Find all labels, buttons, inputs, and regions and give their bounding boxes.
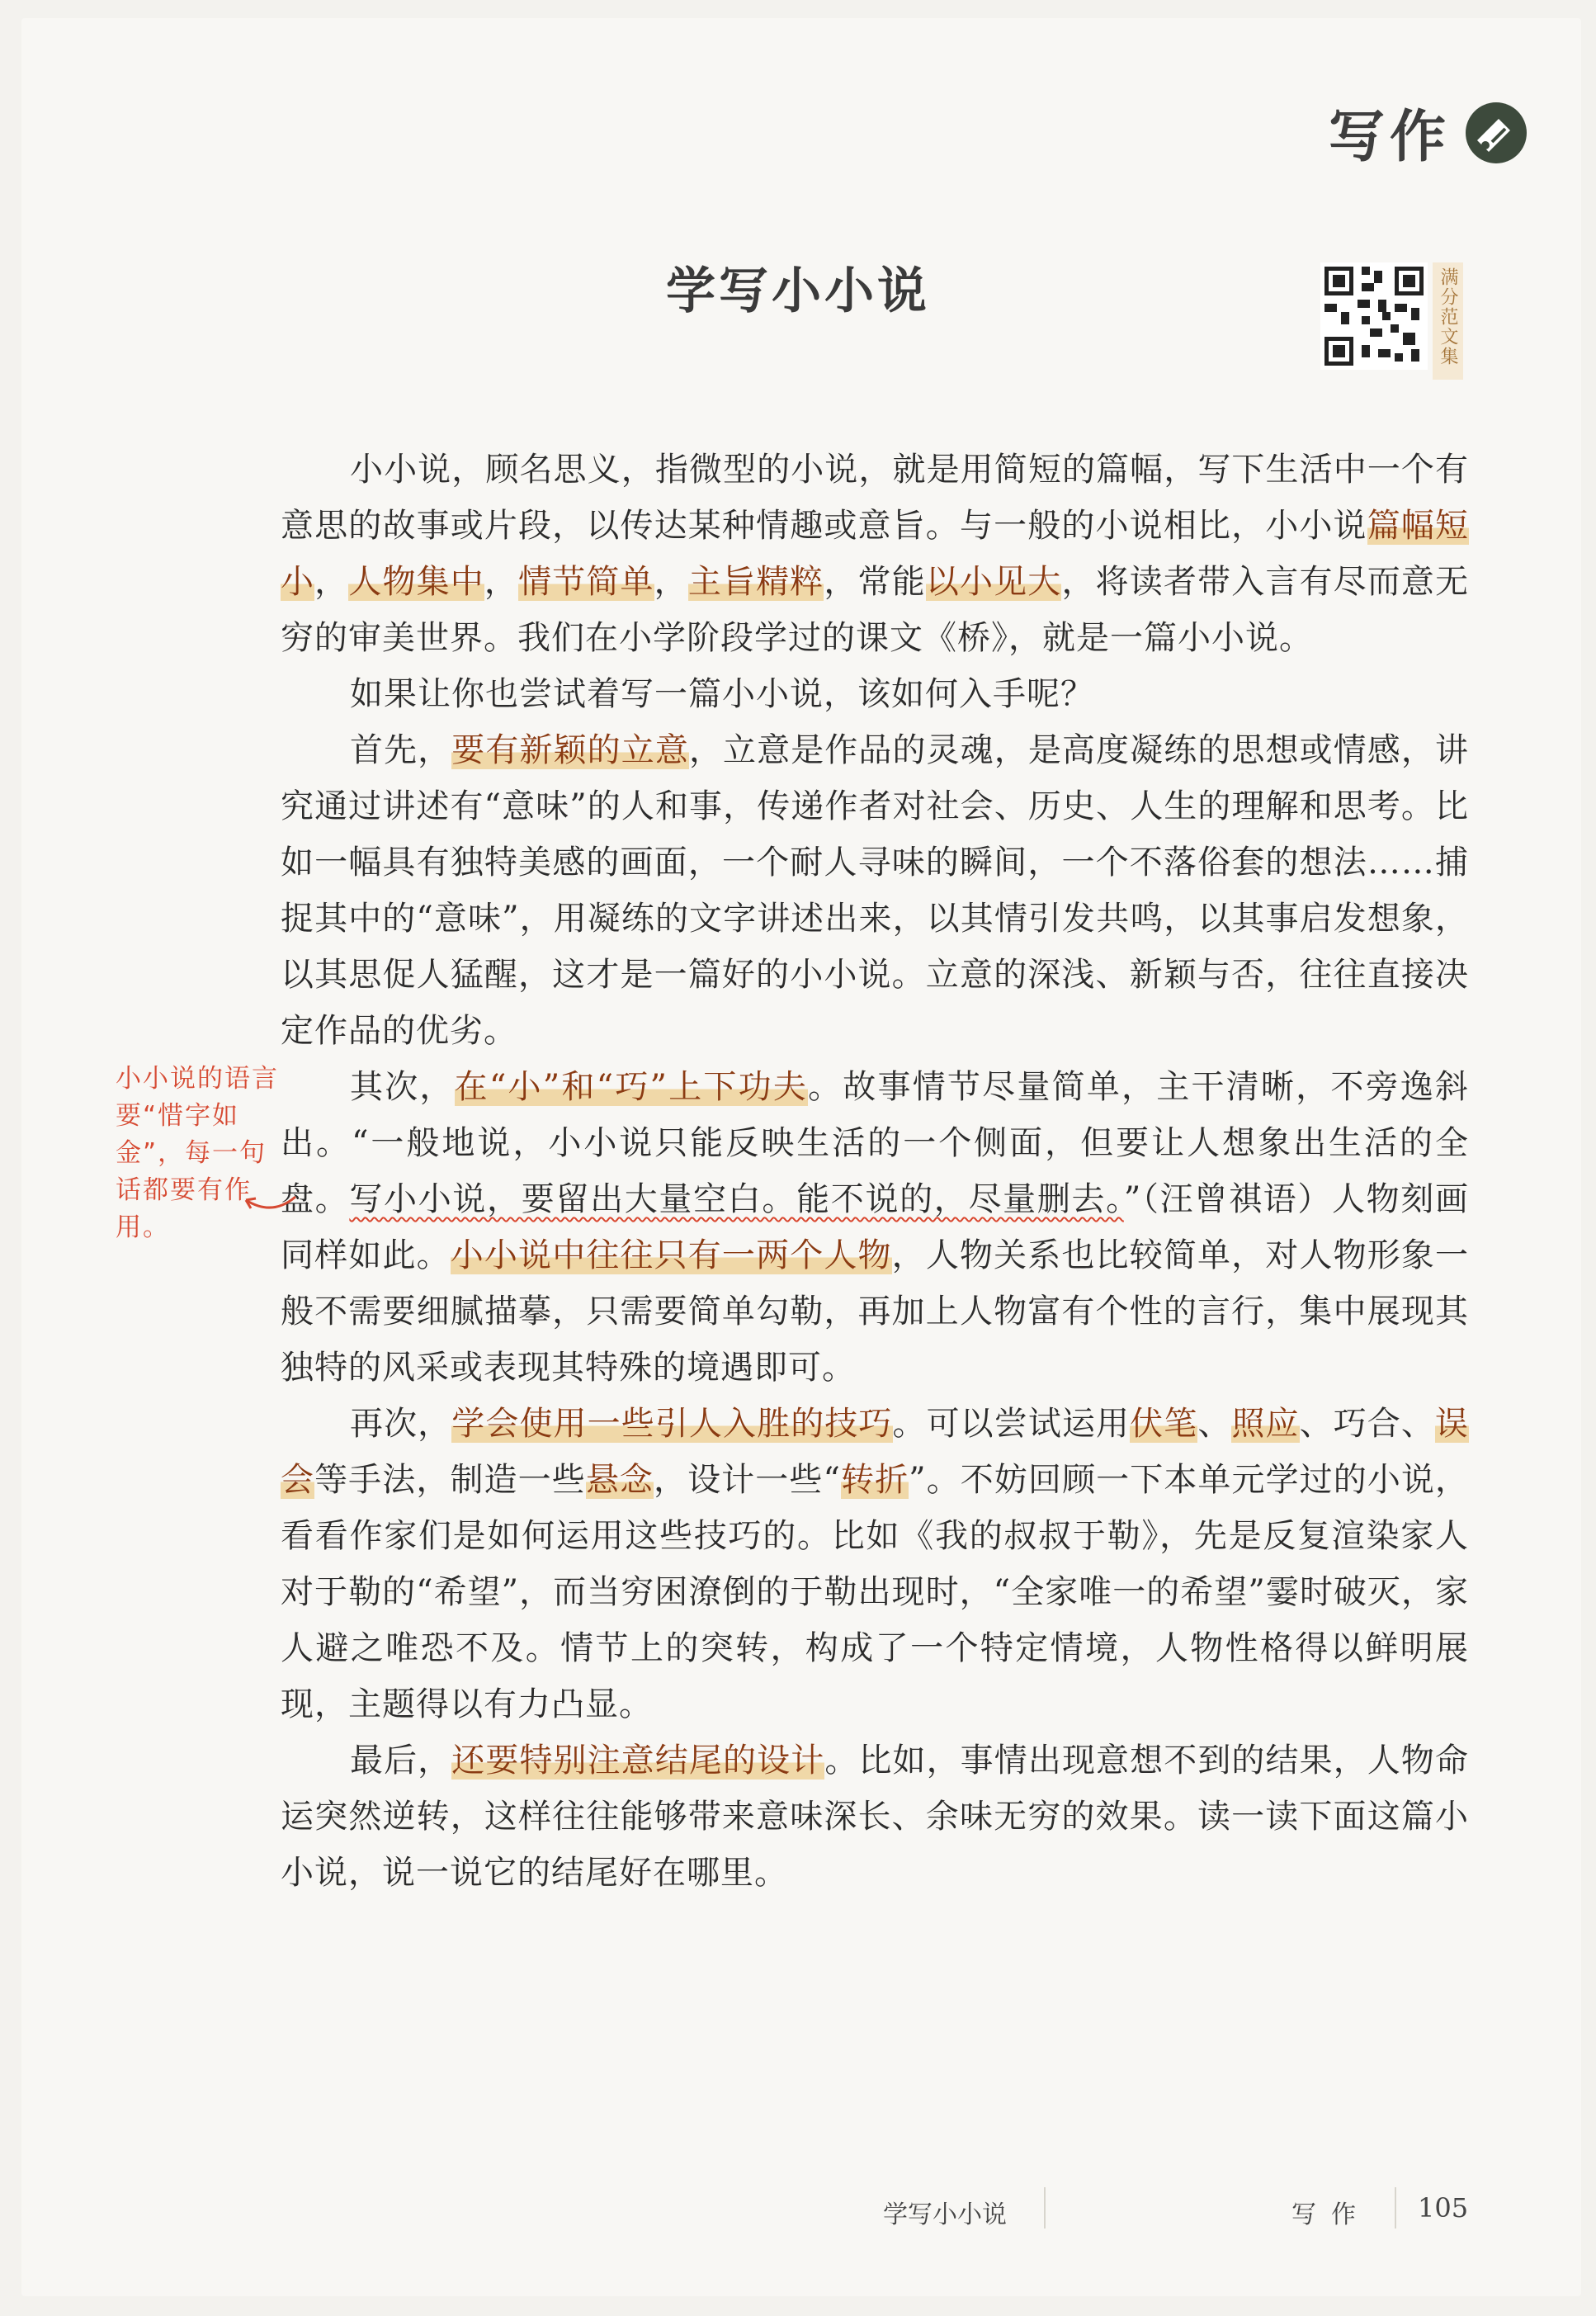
text-run: 、: [1197, 1405, 1232, 1443]
text-run: ”。不妨回顾一下本单元学过的小说，看看作家们是如何运用这些技巧的。比如《我的叔叔于勒》，先是反复渲染家人对于勒的“希望”，而当穷困潦倒的于勒出现时，“全家唯一的希望”霎时破灭，家人避之唯恐不及。情节上的突转，构成了一个特定情境，人物性格得以鲜明展现，主题得以有力凸显。: [281, 1461, 1470, 1723]
highlighted-phrase: 在“小”和“巧”上下功夫: [454, 1068, 809, 1106]
text-run: 首先，: [350, 731, 452, 769]
highlighted-phrase: 篇幅短小: [281, 507, 1470, 601]
text-run: ，人物关系也比较简单，对人物形象一般不需要细腻描摹，只需要简单勾勒，再加上人物富有个性的言行，集中展现其独特的风采或表现其特殊的境遇即可。: [281, 1236, 1470, 1387]
text-run: ，将读者带入言有尽而意无穷的审美世界。我们在小学阶段学过的课文《桥》，就是一篇小小说。: [281, 563, 1470, 657]
page-footer: [0, 2187, 1596, 2237]
text-run: ，立意是作品的灵魂，是高度凝练的思想或情感，讲究通过讲述有“意味”的人和事，传递作者对社会、历史、人生的理解和思考。比如一幅具有独特美感的画面，一个耐人寻味的瞬间，一个不落俗套的想法……捕捉其中的“意味”，用凝练的文字讲述出来，以其情引发共鸣，以其事启发想象，以其思促人猛醒，这才是一篇好的小小说。立意的深浅、新颖与否，往往直接决定作品的优劣。: [281, 731, 1469, 1050]
highlighted-phrase: 学会使用一些引人入胜的技巧: [451, 1405, 893, 1443]
page-number: 105: [1418, 2192, 1469, 2224]
underlined-quote: 写小小说，要留出大量空白。能不说的，尽量删去。: [349, 1180, 1124, 1218]
margin-annotation: 小小说的语言要“惜字如金”，每一句话都要有作用。: [116, 1064, 279, 1242]
highlighted-phrase: 照应: [1231, 1405, 1300, 1443]
footer-section: 写作: [1291, 2200, 1371, 2229]
text-run: 等手法，制造一些: [314, 1461, 586, 1499]
paragraph: [281, 722, 1469, 1059]
paragraph: [281, 442, 1469, 666]
highlighted-phrase: 转折: [840, 1461, 909, 1499]
text-run: ，: [314, 563, 349, 601]
annotation-arrow-icon: [239, 1189, 297, 1222]
highlighted-phrase: 悬念: [585, 1461, 654, 1499]
text-run: 如果让你也尝试着写一篇小小说，该如何入手呢？: [350, 675, 1094, 713]
footer-chapter: 学写小小说: [883, 2200, 1007, 2229]
section-header: [1329, 92, 1530, 173]
paragraph: [281, 1732, 1469, 1901]
text-run: 。可以尝试运用: [892, 1405, 1131, 1443]
highlighted-phrase: 要有新颖的立意: [451, 731, 689, 769]
highlighted-phrase: 主旨精粹: [687, 563, 824, 601]
qr-caption: 满分范文集: [1433, 262, 1463, 380]
body-text: [281, 442, 1469, 1901]
text-run: ，常能: [824, 563, 926, 601]
page-title: 学写小小说: [666, 262, 930, 320]
highlighted-phrase: 小小说中往往只有一两个人物: [450, 1236, 892, 1274]
paragraph: [281, 1396, 1469, 1732]
text-run: 最后，: [350, 1742, 452, 1780]
highlighted-phrase: 情节简单: [518, 563, 654, 601]
footer-divider: [1395, 2187, 1396, 2229]
text-run: 其次，: [350, 1068, 455, 1106]
qr-block: [1320, 262, 1463, 380]
section-label: 写作: [1328, 105, 1451, 170]
paragraph: [281, 666, 1469, 722]
highlighted-phrase: 以小见大: [925, 563, 1062, 601]
text-run: 。比如，事情出现意想不到的结果，人物命运突然逆转，这样往往能够带来意味深长、余味无穷的效果。读一读下面这篇小小说，说一说它的结尾好在哪里。: [281, 1742, 1469, 1892]
qr-code-icon[interactable]: [1320, 262, 1428, 370]
text-run: ，设计一些“: [654, 1461, 841, 1499]
highlighted-phrase: 伏笔: [1130, 1405, 1198, 1443]
highlighted-phrase: 还要特别注意结尾的设计: [451, 1742, 825, 1780]
text-run: 。故事情节尽量简单，主干清晰，不旁逸斜出。“一般地说，小小说只能反映生活的一个侧面，但要让人想象出生活的全盘。: [281, 1068, 1470, 1218]
text-run: ，: [484, 563, 519, 601]
text-run: 小小说，顾名思义，指微型的小说，就是用简短的篇幅，写下生活中一个有意思的故事或片段，以传达某种情趣或意旨。与一般的小说相比，小小说: [281, 451, 1469, 545]
footer-divider: [1044, 2187, 1046, 2229]
text-run: ，: [654, 563, 688, 601]
text-run: 再次，: [350, 1405, 452, 1443]
text-run: 、巧合、: [1299, 1405, 1435, 1443]
highlighted-phrase: 人物集中: [348, 563, 484, 601]
paragraph: [281, 1059, 1469, 1396]
pen-nib-circle-icon: [1462, 99, 1530, 167]
highlighted-phrase: 误会: [281, 1405, 1469, 1499]
text-run: ”（汪曾祺语）人物刻画同样如此。: [281, 1180, 1470, 1274]
